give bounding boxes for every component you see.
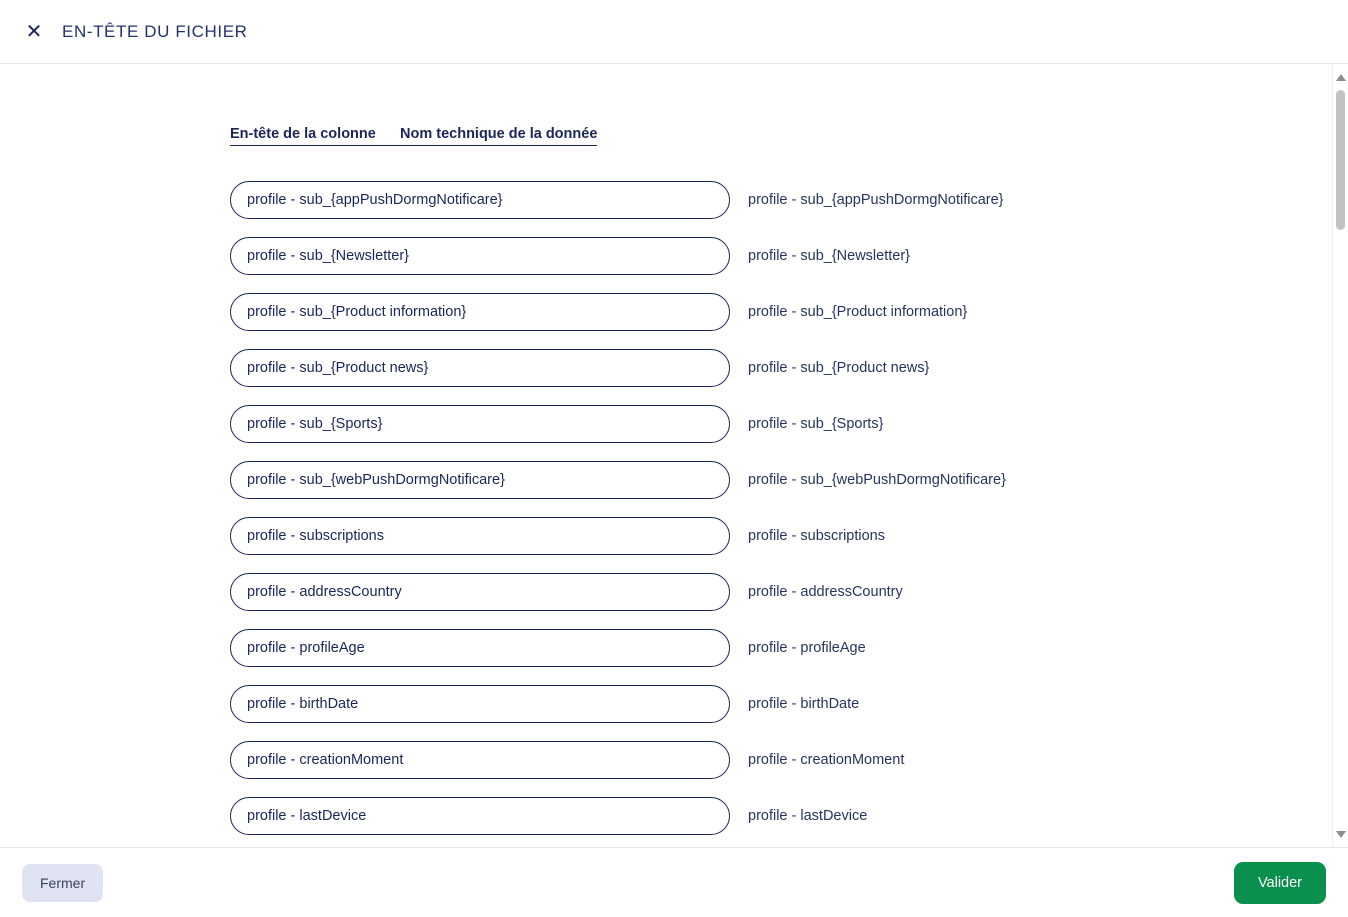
technical-name-label: profile - sub_{Product news} [748, 360, 930, 377]
close-button[interactable]: Fermer [22, 864, 103, 902]
table-row [0, 564, 1332, 620]
column-header-input[interactable] [230, 797, 730, 835]
technical-name-label: profile - profileAge [748, 640, 866, 657]
modal-footer [0, 847, 1348, 917]
technical-name-label: profile - addressCountry [748, 584, 903, 601]
column-header-input[interactable] [230, 685, 730, 723]
chevron-up-icon[interactable] [1333, 68, 1348, 86]
close-icon[interactable]: ✕ [20, 18, 48, 46]
table-row [0, 732, 1332, 788]
technical-name-label: profile - sub_{Sports} [748, 416, 884, 433]
scrollbar-thumb[interactable] [1336, 90, 1345, 230]
column-header-input[interactable] [230, 629, 730, 667]
table-row [0, 676, 1332, 732]
column-header-input[interactable] [230, 293, 730, 331]
technical-name-label: profile - lastDevice [748, 808, 868, 825]
table-row [0, 228, 1332, 284]
table-row [0, 620, 1332, 676]
table-row [0, 396, 1332, 452]
technical-name-label: profile - sub_{Product information} [748, 304, 968, 321]
column-header-input[interactable] [230, 349, 730, 387]
technical-name-label: profile - creationMoment [748, 752, 905, 769]
column-header-input[interactable] [230, 517, 730, 555]
table-row [0, 340, 1332, 396]
modal-body [0, 64, 1348, 847]
chevron-down-icon[interactable] [1333, 825, 1348, 843]
table-row [0, 172, 1332, 228]
technical-name-label: profile - sub_{appPushDormgNotificare} [748, 192, 1004, 209]
mapping-rows [0, 172, 1332, 844]
column-header-input[interactable] [230, 741, 730, 779]
column-header-input[interactable] [230, 461, 730, 499]
page-title: EN-TÊTE DU FICHIER [62, 21, 248, 41]
column-header-input[interactable] [230, 573, 730, 611]
vertical-scrollbar[interactable] [1332, 64, 1348, 847]
table-header-row [0, 126, 1332, 146]
technical-name-label: profile - subscriptions [748, 528, 885, 545]
mapping-scroll-area [0, 64, 1332, 847]
technical-name-label: profile - sub_{Newsletter} [748, 248, 910, 265]
table-row [0, 788, 1332, 844]
technical-name-label: profile - sub_{webPushDormgNotificare} [748, 472, 1006, 489]
validate-button[interactable]: Valider [1234, 862, 1326, 904]
modal-header [0, 0, 1348, 64]
table-row [0, 508, 1332, 564]
column-header-input[interactable] [230, 237, 730, 275]
column-header-input[interactable] [230, 181, 730, 219]
technical-name-header-label: Nom technique de la donnée [400, 126, 597, 146]
table-row [0, 284, 1332, 340]
column-header-label: En-tête de la colonne [230, 126, 400, 146]
technical-name-label: profile - birthDate [748, 696, 860, 713]
column-header-input[interactable] [230, 405, 730, 443]
table-row [0, 452, 1332, 508]
